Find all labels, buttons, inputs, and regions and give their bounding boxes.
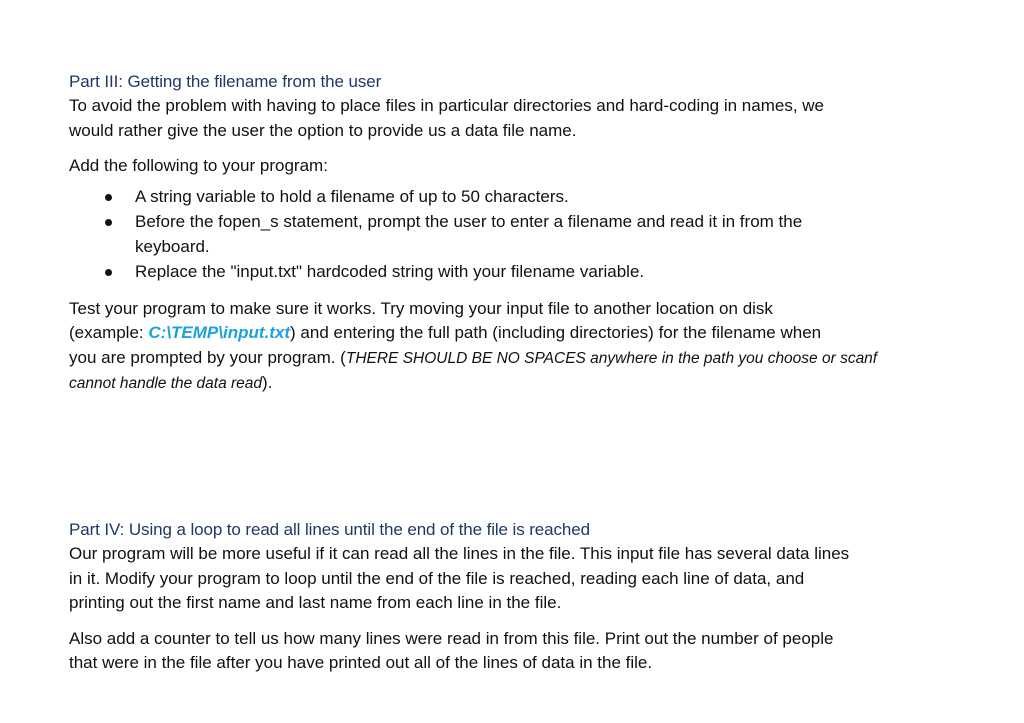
para-1-line-2: in it. Modify your program to loop until the end of the file is reached, reading each line of data, and xyxy=(69,568,805,588)
para-2-line-2: that were in the file after you have printed out all of the lines of data in the file. xyxy=(69,653,653,672)
test-line-2-pre: (example: xyxy=(69,323,149,342)
part-three-intro xyxy=(69,94,949,143)
bullet-icon xyxy=(105,219,112,226)
no-spaces-note: THERE SHOULD BE NO SPACES anywhere in the path you choose or scanf xyxy=(345,349,878,367)
test-instructions xyxy=(69,297,949,397)
part-four-para-1 xyxy=(69,542,949,616)
para-1-line-3: printing out the first name and last name from each line in the file. xyxy=(69,593,562,612)
list-item xyxy=(69,210,949,259)
test-line-4-post: ). xyxy=(262,373,273,392)
test-line-1: Test your program to make sure it works. Try moving your input file to another location on disk xyxy=(69,298,773,318)
part-three-section xyxy=(69,70,949,397)
list-item-text: A string variable to hold a filename of up to 50 characters. xyxy=(135,186,569,206)
example-path: C:\TEMP\input.txt xyxy=(148,323,291,342)
requirements-list xyxy=(69,185,949,285)
part-four-section xyxy=(69,518,949,676)
para-1-line-1: Our program will be more useful if it can read all the lines in the file. This input file has several data lines xyxy=(69,544,850,563)
bullet-icon xyxy=(105,194,112,201)
intro-line-2: would rather give the user the option to provide us a data file name. xyxy=(69,120,577,140)
part-four-heading: Part IV: Using a loop to read all lines until the end of the file is reached xyxy=(69,520,590,539)
para-2-line-1: Also add a counter to tell us how many lines were read in from this file. Print out the number of people xyxy=(69,628,834,648)
list-item-text: Replace the "input.txt" hardcoded string with your filename variable. xyxy=(135,262,645,281)
add-following-text: Add the following to your program: xyxy=(69,156,328,175)
list-item-text-continued: keyboard. xyxy=(135,236,210,256)
list-item xyxy=(69,260,949,285)
test-line-3-pre: you are prompted by your program. ( xyxy=(69,347,346,367)
list-item-text: Before the fopen_s statement, prompt the user to enter a filename and read it in from the xyxy=(135,212,803,231)
no-spaces-note-continued: cannot handle the data read xyxy=(69,375,263,392)
part-four-para-2 xyxy=(69,627,949,676)
test-line-2-post: ) and entering the full path (including directories) for the filename when xyxy=(290,323,822,342)
intro-line-1: To avoid the problem with having to place files in particular directories and hard-coding in names, we xyxy=(69,96,825,115)
list-item xyxy=(69,185,949,210)
bullet-icon xyxy=(105,269,112,276)
part-three-heading: Part III: Getting the filename from the user xyxy=(69,72,382,91)
